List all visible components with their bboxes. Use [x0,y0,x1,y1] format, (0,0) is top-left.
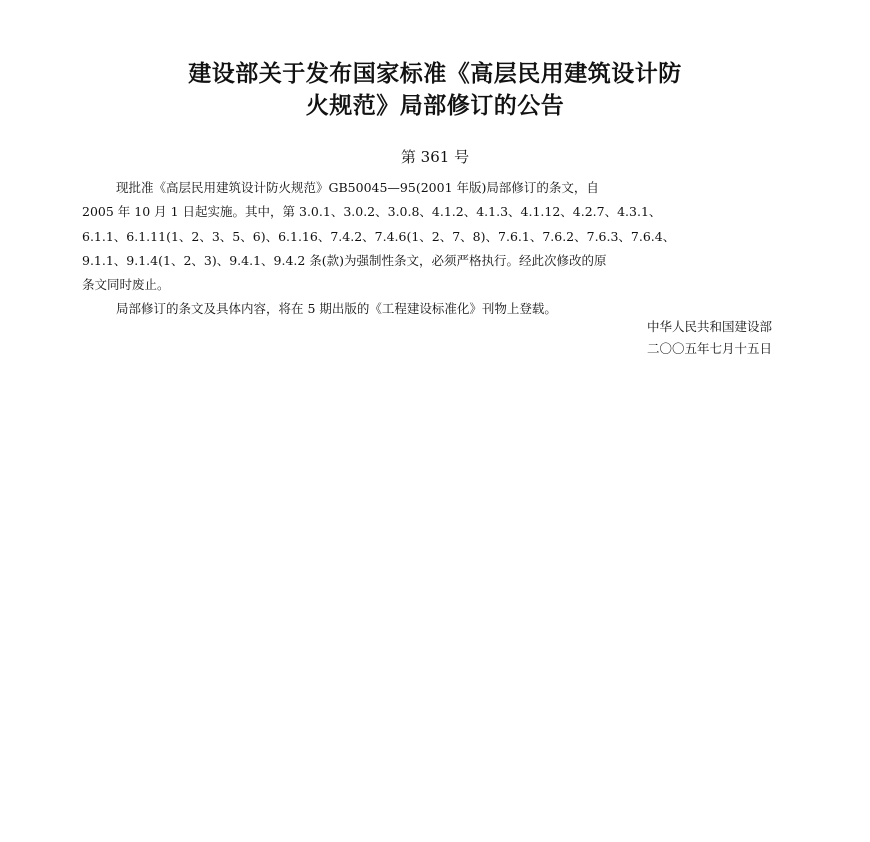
title-line-1: 建设部关于发布国家标准《高层民用建筑设计防 [188,61,682,87]
issue-date: 二〇〇五年七月十五日 [646,341,772,356]
paragraph-1-line-2: 2005 年 10 月 1 日起实施。其中，第 3.0.1、3.0.2、3.0.8、4.1.2、4.1.3、4.1.12、4.2.7、4.3.1、 [82,204,662,220]
title-line-2: 火规范》局部修订的公告 [305,93,565,119]
paragraph-1-line-1: 现批准《高层民用建筑设计防火规范》GB50045—95(2001 年版)局部修订的条文，自 [116,180,599,195]
paragraph-1-line-4: 9.1.1、9.1.4(1、2、3)、9.4.1、9.4.2 条(款)为强制性条文，必须严格执行。经此次修改的原 [82,252,607,268]
paragraph-2: 局部修订的条文及具体内容，将在 5 期出版的《工程建设标准化》刊物上登载。 [116,301,557,317]
paragraph-1-line-3: 6.1.1、6.1.11(1、2、3、5、6)、6.1.16、7.4.2、7.4.6(1、2、7、8)、7.6.1、7.6.2、7.6.3、7.6.4、 [82,228,676,244]
announcement-title [60,58,810,122]
paragraph-1-line-5: 条文同时废止。 [82,277,170,293]
issuer-name: 中华人民共和国建设部 [646,319,772,334]
document-number: 第 361 号 [400,148,470,166]
signature-block [647,316,772,360]
announcement-body [82,176,782,322]
